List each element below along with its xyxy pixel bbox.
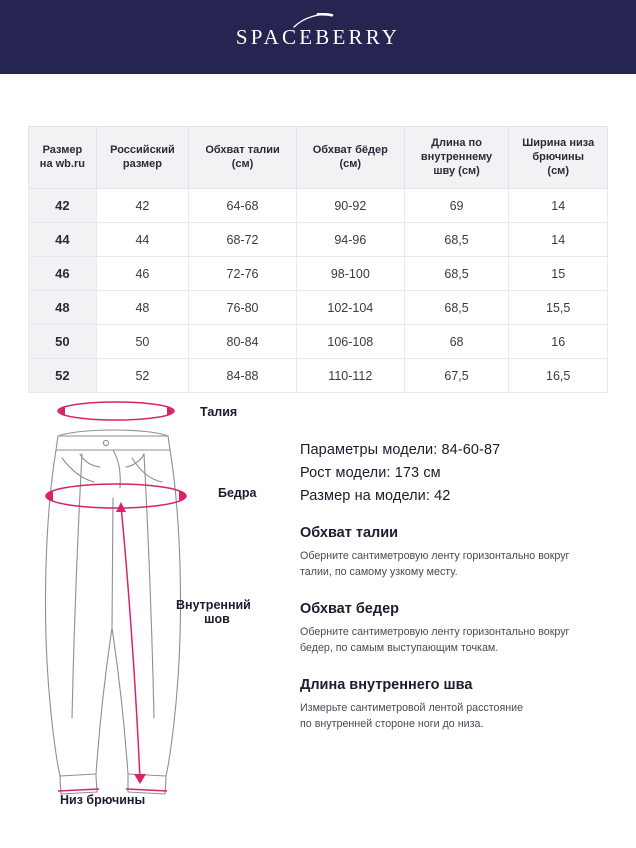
cell-hem: 16 bbox=[509, 325, 608, 359]
cell-inseam: 68,5 bbox=[404, 223, 509, 257]
th-hips: Обхват бёдер (см) bbox=[296, 127, 404, 189]
size-table-wrapper bbox=[28, 126, 608, 393]
cell-waist: 64-68 bbox=[189, 189, 297, 223]
label-hem: Низ брючины bbox=[60, 793, 146, 807]
cell-waist: 80-84 bbox=[189, 325, 297, 359]
cell-waist: 84-88 bbox=[189, 359, 297, 393]
cell-waist: 76-80 bbox=[189, 291, 297, 325]
cell-wb-size: 44 bbox=[29, 223, 97, 257]
cell-ru-size: 44 bbox=[96, 223, 188, 257]
cell-ru-size: 48 bbox=[96, 291, 188, 325]
cell-waist: 72-76 bbox=[189, 257, 297, 291]
th-hem-width: Ширина низа брючины (см) bbox=[509, 127, 608, 189]
info-column bbox=[300, 442, 620, 732]
cell-inseam: 68 bbox=[404, 325, 509, 359]
cell-hem: 14 bbox=[509, 189, 608, 223]
cell-wb-size: 42 bbox=[29, 189, 97, 223]
label-inseam-line1: Внутренний bbox=[176, 598, 251, 612]
table-row bbox=[29, 223, 608, 257]
label-hips: Бедра bbox=[218, 486, 257, 500]
table-row bbox=[29, 257, 608, 291]
cell-hem: 15 bbox=[509, 257, 608, 291]
model-params: Параметры модели: 84-60-87 bbox=[300, 442, 501, 458]
th-wb-size: Размер на wb.ru bbox=[29, 127, 97, 189]
cell-hips: 110-112 bbox=[296, 359, 404, 393]
th-inseam: Длина по внутреннему шву (см) bbox=[404, 127, 509, 189]
th-ru-size: Российский размер bbox=[96, 127, 188, 189]
measure-text-inseam: Измерьте сантиметровой лентой расстояние по внутренней стороне ноги до низа. bbox=[300, 702, 524, 731]
cell-hem: 15,5 bbox=[509, 291, 608, 325]
model-height: Рост модели: 173 см bbox=[300, 465, 441, 481]
cell-ru-size: 42 bbox=[96, 189, 188, 223]
measure-text-waist: Оберните сантиметровую ленту горизонтально вокруг талии, по самому узкому месту. bbox=[300, 550, 570, 579]
cell-inseam: 68,5 bbox=[404, 291, 509, 325]
cell-inseam: 69 bbox=[404, 189, 509, 223]
th-waist: Обхват талии (см) bbox=[189, 127, 297, 189]
brand-name: SPACEBERRY bbox=[235, 24, 401, 49]
cell-inseam: 67,5 bbox=[404, 359, 509, 393]
size-table bbox=[28, 126, 608, 393]
brand-logo bbox=[236, 25, 400, 50]
model-size: Размер на модели: 42 bbox=[300, 488, 451, 504]
cell-hem: 14 bbox=[509, 223, 608, 257]
cell-hips: 98-100 bbox=[296, 257, 404, 291]
table-row bbox=[29, 189, 608, 223]
cell-wb-size: 46 bbox=[29, 257, 97, 291]
label-waist: Талия bbox=[200, 405, 238, 419]
cell-ru-size: 46 bbox=[96, 257, 188, 291]
cell-ru-size: 52 bbox=[96, 359, 188, 393]
table-row bbox=[29, 325, 608, 359]
measure-block-hips bbox=[300, 601, 620, 656]
measure-title-hips: Обхват бедер bbox=[300, 601, 400, 618]
measure-block-inseam bbox=[300, 677, 620, 732]
cell-wb-size: 48 bbox=[29, 291, 97, 325]
cell-hips: 106-108 bbox=[296, 325, 404, 359]
cell-hips: 102-104 bbox=[296, 291, 404, 325]
measure-text-hips: Оберните сантиметровую ленту горизонтально вокруг бедер, по самым выступающим точкам. bbox=[300, 626, 570, 655]
cell-inseam: 68,5 bbox=[404, 257, 509, 291]
page-header bbox=[0, 0, 636, 74]
label-inseam-line2: шов bbox=[204, 612, 230, 627]
cell-hips: 90-92 bbox=[296, 189, 404, 223]
swoosh-icon bbox=[292, 13, 334, 29]
measure-title-waist: Обхват талии bbox=[300, 525, 399, 541]
cell-wb-size: 50 bbox=[29, 325, 97, 359]
table-header-row bbox=[29, 127, 608, 189]
cell-hips: 94-96 bbox=[296, 223, 404, 257]
cell-wb-size: 52 bbox=[29, 359, 97, 393]
cell-waist: 68-72 bbox=[189, 223, 297, 257]
measure-block-waist bbox=[300, 525, 620, 580]
table-row bbox=[29, 291, 608, 325]
measure-title-inseam: Длина внутреннего шва bbox=[300, 677, 473, 694]
label-inseam bbox=[176, 598, 272, 627]
cell-ru-size: 50 bbox=[96, 325, 188, 359]
cell-hem: 16,5 bbox=[509, 359, 608, 393]
